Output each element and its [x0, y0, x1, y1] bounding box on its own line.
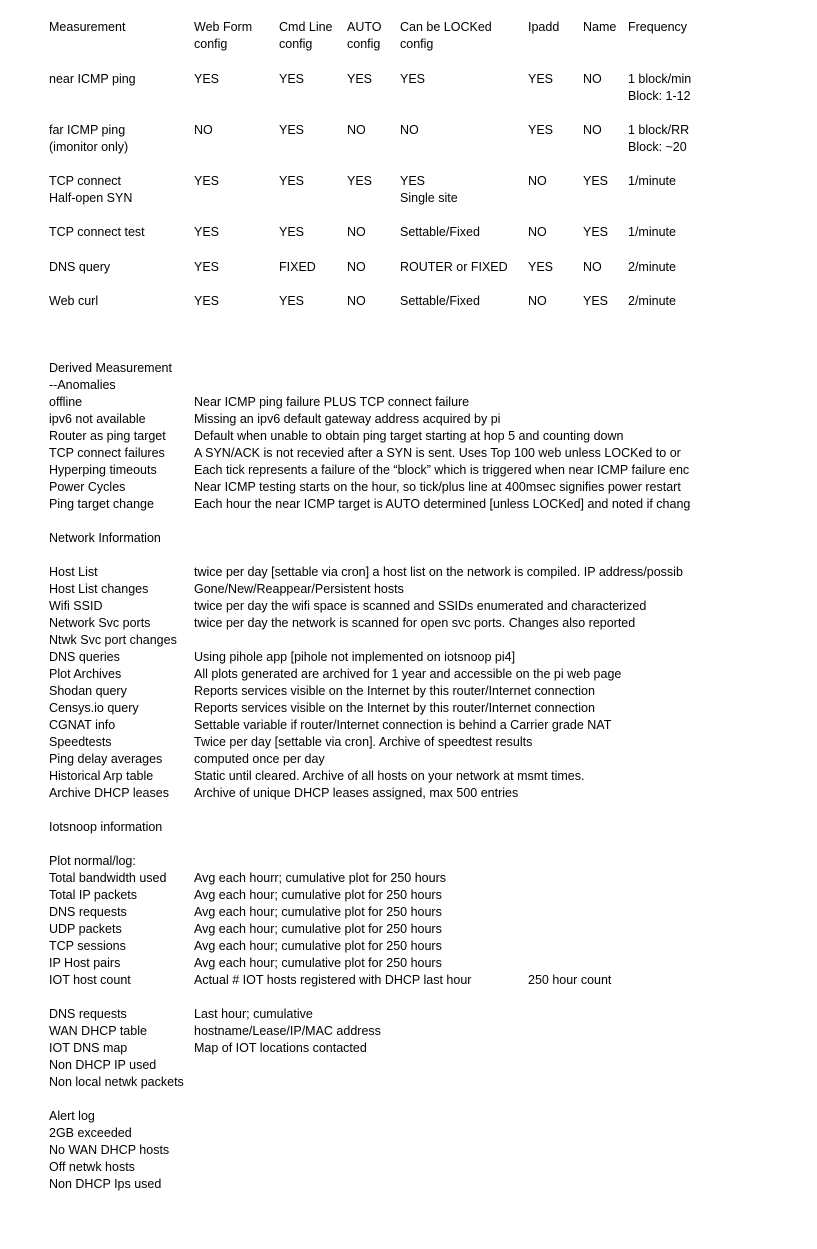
table-cell: 1 block/RR: [628, 123, 690, 137]
table-cell: YES: [528, 260, 554, 274]
table-header-cell: config: [279, 37, 313, 51]
line-label: Iotsnoop information: [49, 820, 163, 834]
table-header-cell: Cmd Line: [279, 20, 333, 34]
table-cell: far ICMP ping: [49, 123, 126, 137]
line-description: Twice per day [settable via cron]. Archive of speedtest results: [194, 735, 533, 749]
table-cell: TCP connect: [49, 174, 122, 188]
table-header-cell: config: [347, 37, 381, 51]
line-label: UDP packets: [49, 922, 122, 936]
line-description: Using pihole app [pihole not implemented on iotsnoop pi4]: [194, 650, 516, 664]
table-cell: 1/minute: [628, 225, 676, 239]
line-description: Settable variable if router/Internet connection is behind a Carrier grade NAT: [194, 718, 612, 732]
line-description: A SYN/ACK is not recevied after a SYN is sent. Uses Top 100 web unless LOCKed to or: [194, 446, 681, 460]
table-cell: Settable/Fixed: [400, 225, 480, 239]
line-label: Derived Measurement: [49, 361, 172, 375]
line-label: WAN DHCP table: [49, 1024, 147, 1038]
table-cell: NO: [194, 123, 213, 137]
table-header-cell: Can be LOCKed: [400, 20, 492, 34]
line-label: Non local netwk packets: [49, 1075, 184, 1089]
line-description: Reports services visible on the Internet by this router/Internet connection: [194, 684, 595, 698]
line-label: Hyperping timeouts: [49, 463, 157, 477]
line-description: Gone/New/Reappear/Persistent hosts: [194, 582, 404, 596]
line-description: Map of IOT locations contacted: [194, 1041, 367, 1055]
table-cell: Block: ~20: [628, 140, 687, 154]
table-cell: (imonitor only): [49, 140, 129, 154]
line-description: twice per day the wifi space is scanned and SSIDs enumerated and characterized: [194, 599, 647, 613]
table-cell: NO: [347, 294, 366, 308]
line-label: Archive DHCP leases: [49, 786, 169, 800]
line-label: Alert log: [49, 1109, 95, 1123]
line-label: No WAN DHCP hosts: [49, 1143, 170, 1157]
line-label: CGNAT info: [49, 718, 116, 732]
line-label: DNS requests: [49, 1007, 127, 1021]
line-label: 2GB exceeded: [49, 1126, 132, 1140]
table-cell: YES: [279, 72, 305, 86]
line-description: computed once per day: [194, 752, 325, 766]
table-cell: NO: [528, 294, 547, 308]
table-header-cell: Web Form: [194, 20, 253, 34]
table-cell: 2/minute: [628, 260, 676, 274]
line-label: TCP sessions: [49, 939, 126, 953]
line-description: All plots generated are archived for 1 year and accessible on the pi web page: [194, 667, 622, 681]
table-cell: 1/minute: [628, 174, 676, 188]
table-header-cell: Ipadd: [528, 20, 560, 34]
line-label: Historical Arp table: [49, 769, 154, 783]
table-cell: YES: [194, 72, 220, 86]
line-description: Avg each hourr; cumulative plot for 250 hours: [194, 871, 446, 885]
line-label: Shodan query: [49, 684, 127, 698]
line-description: Actual # IOT hosts registered with DHCP last hour: [194, 973, 472, 987]
table-cell: NO: [583, 72, 602, 86]
line-description: Default when unable to obtain ping target starting at hop 5 and counting down: [194, 429, 624, 443]
table-cell: YES: [279, 123, 305, 137]
table-cell: 2/minute: [628, 294, 676, 308]
table-header-cell: AUTO: [347, 20, 382, 34]
table-cell: YES: [194, 174, 220, 188]
table-header-cell: Name: [583, 20, 617, 34]
line-description: Last hour; cumulative: [194, 1007, 313, 1021]
line-description: Near ICMP testing starts on the hour, so tick/plus line at 400msec signifies power restart: [194, 480, 681, 494]
table-cell: FIXED: [279, 260, 316, 274]
line-label: Speedtests: [49, 735, 112, 749]
table-cell: YES: [194, 294, 220, 308]
line-label: Off netwk hosts: [49, 1160, 135, 1174]
table-cell: Web curl: [49, 294, 99, 308]
line-label: IOT DNS map: [49, 1041, 128, 1055]
table-cell: NO: [583, 260, 602, 274]
line-label: Total IP packets: [49, 888, 138, 902]
line-label: Network Svc ports: [49, 616, 151, 630]
line-description: hostname/Lease/IP/MAC address: [194, 1024, 381, 1038]
line-label: --Anomalies: [49, 378, 116, 392]
line-label: Host List: [49, 565, 98, 579]
table-header-cell: Measurement: [49, 20, 126, 34]
line-label: Wifi SSID: [49, 599, 103, 613]
table-cell: YES: [347, 174, 373, 188]
table-header-cell: config: [400, 37, 434, 51]
line-description: Archive of unique DHCP leases assigned, max 500 entries: [194, 786, 519, 800]
table-cell: NO: [347, 260, 366, 274]
line-description: twice per day [settable via cron] a host list on the network is compiled. IP address/possib: [194, 565, 683, 579]
table-header-cell: config: [194, 37, 228, 51]
table-cell: YES: [347, 72, 373, 86]
table-cell: NO: [400, 123, 419, 137]
table-cell: 1 block/min: [628, 72, 692, 86]
table-cell: YES: [194, 260, 220, 274]
line-description: Avg each hour; cumulative plot for 250 hours: [194, 888, 442, 902]
table-cell: YES: [528, 72, 554, 86]
line-label: Non DHCP IP used: [49, 1058, 157, 1072]
table-cell: YES: [279, 225, 305, 239]
table-cell: DNS query: [49, 260, 111, 274]
table-cell: YES: [583, 174, 609, 188]
line-label: Network Information: [49, 531, 161, 545]
table-cell: NO: [347, 225, 366, 239]
line-label: offline: [49, 395, 83, 409]
table-cell: Half-open SYN: [49, 191, 133, 205]
line-label: Non DHCP Ips used: [49, 1177, 162, 1191]
line-label: IOT host count: [49, 973, 131, 987]
line-label: Ntwk Svc port changes: [49, 633, 177, 647]
line-label: Censys.io query: [49, 701, 139, 715]
table-cell: YES: [583, 294, 609, 308]
line-label: Ping delay averages: [49, 752, 163, 766]
table-cell: YES: [279, 174, 305, 188]
line-label: Plot normal/log:: [49, 854, 136, 868]
line-description: Each tick represents a failure of the “block” which is triggered when near ICMP failure enc: [194, 463, 690, 477]
line-description: Avg each hour; cumulative plot for 250 hours: [194, 939, 442, 953]
line-description: Missing an ipv6 default gateway address acquired by pi: [194, 412, 501, 426]
table-cell: Settable/Fixed: [400, 294, 480, 308]
line-label: Host List changes: [49, 582, 149, 596]
table-cell: NO: [583, 123, 602, 137]
table-cell: NO: [347, 123, 366, 137]
line-label: Ping target change: [49, 497, 154, 511]
line-description: Avg each hour; cumulative plot for 250 hours: [194, 922, 442, 936]
table-header-cell: Frequency: [628, 20, 688, 34]
line-label: Power Cycles: [49, 480, 126, 494]
line-label: Plot Archives: [49, 667, 122, 681]
line-description: Each hour the near ICMP target is AUTO determined [unless LOCKed] and noted if chang: [194, 497, 691, 511]
line-label: ipv6 not available: [49, 412, 146, 426]
table-cell: ROUTER or FIXED: [400, 260, 508, 274]
table-cell: Block: 1-12: [628, 89, 691, 103]
table-cell: NO: [528, 225, 547, 239]
line-label: DNS requests: [49, 905, 127, 919]
line-extra: 250 hour count: [528, 973, 612, 987]
line-label: Total bandwidth used: [49, 871, 167, 885]
table-cell: YES: [583, 225, 609, 239]
line-description: Near ICMP ping failure PLUS TCP connect failure: [194, 395, 470, 409]
table-cell: YES: [400, 174, 426, 188]
line-label: Router as ping target: [49, 429, 166, 443]
line-description: twice per day the network is scanned for open svc ports. Changes also reported: [194, 616, 636, 630]
line-label: IP Host pairs: [49, 956, 121, 970]
line-label: DNS queries: [49, 650, 120, 664]
table-cell: Single site: [400, 191, 458, 205]
table-cell: near ICMP ping: [49, 72, 136, 86]
table-cell: YES: [194, 225, 220, 239]
line-description: Reports services visible on the Internet by this router/Internet connection: [194, 701, 595, 715]
table-cell: YES: [400, 72, 426, 86]
line-label: TCP connect failures: [49, 446, 165, 460]
line-description: Avg each hour; cumulative plot for 250 hours: [194, 905, 442, 919]
line-description: Avg each hour; cumulative plot for 250 hours: [194, 956, 442, 970]
table-cell: TCP connect test: [49, 225, 145, 239]
table-cell: YES: [279, 294, 305, 308]
line-description: Static until cleared. Archive of all hosts on your network at msmt times.: [194, 769, 585, 783]
table-cell: YES: [528, 123, 554, 137]
table-cell: NO: [528, 174, 547, 188]
